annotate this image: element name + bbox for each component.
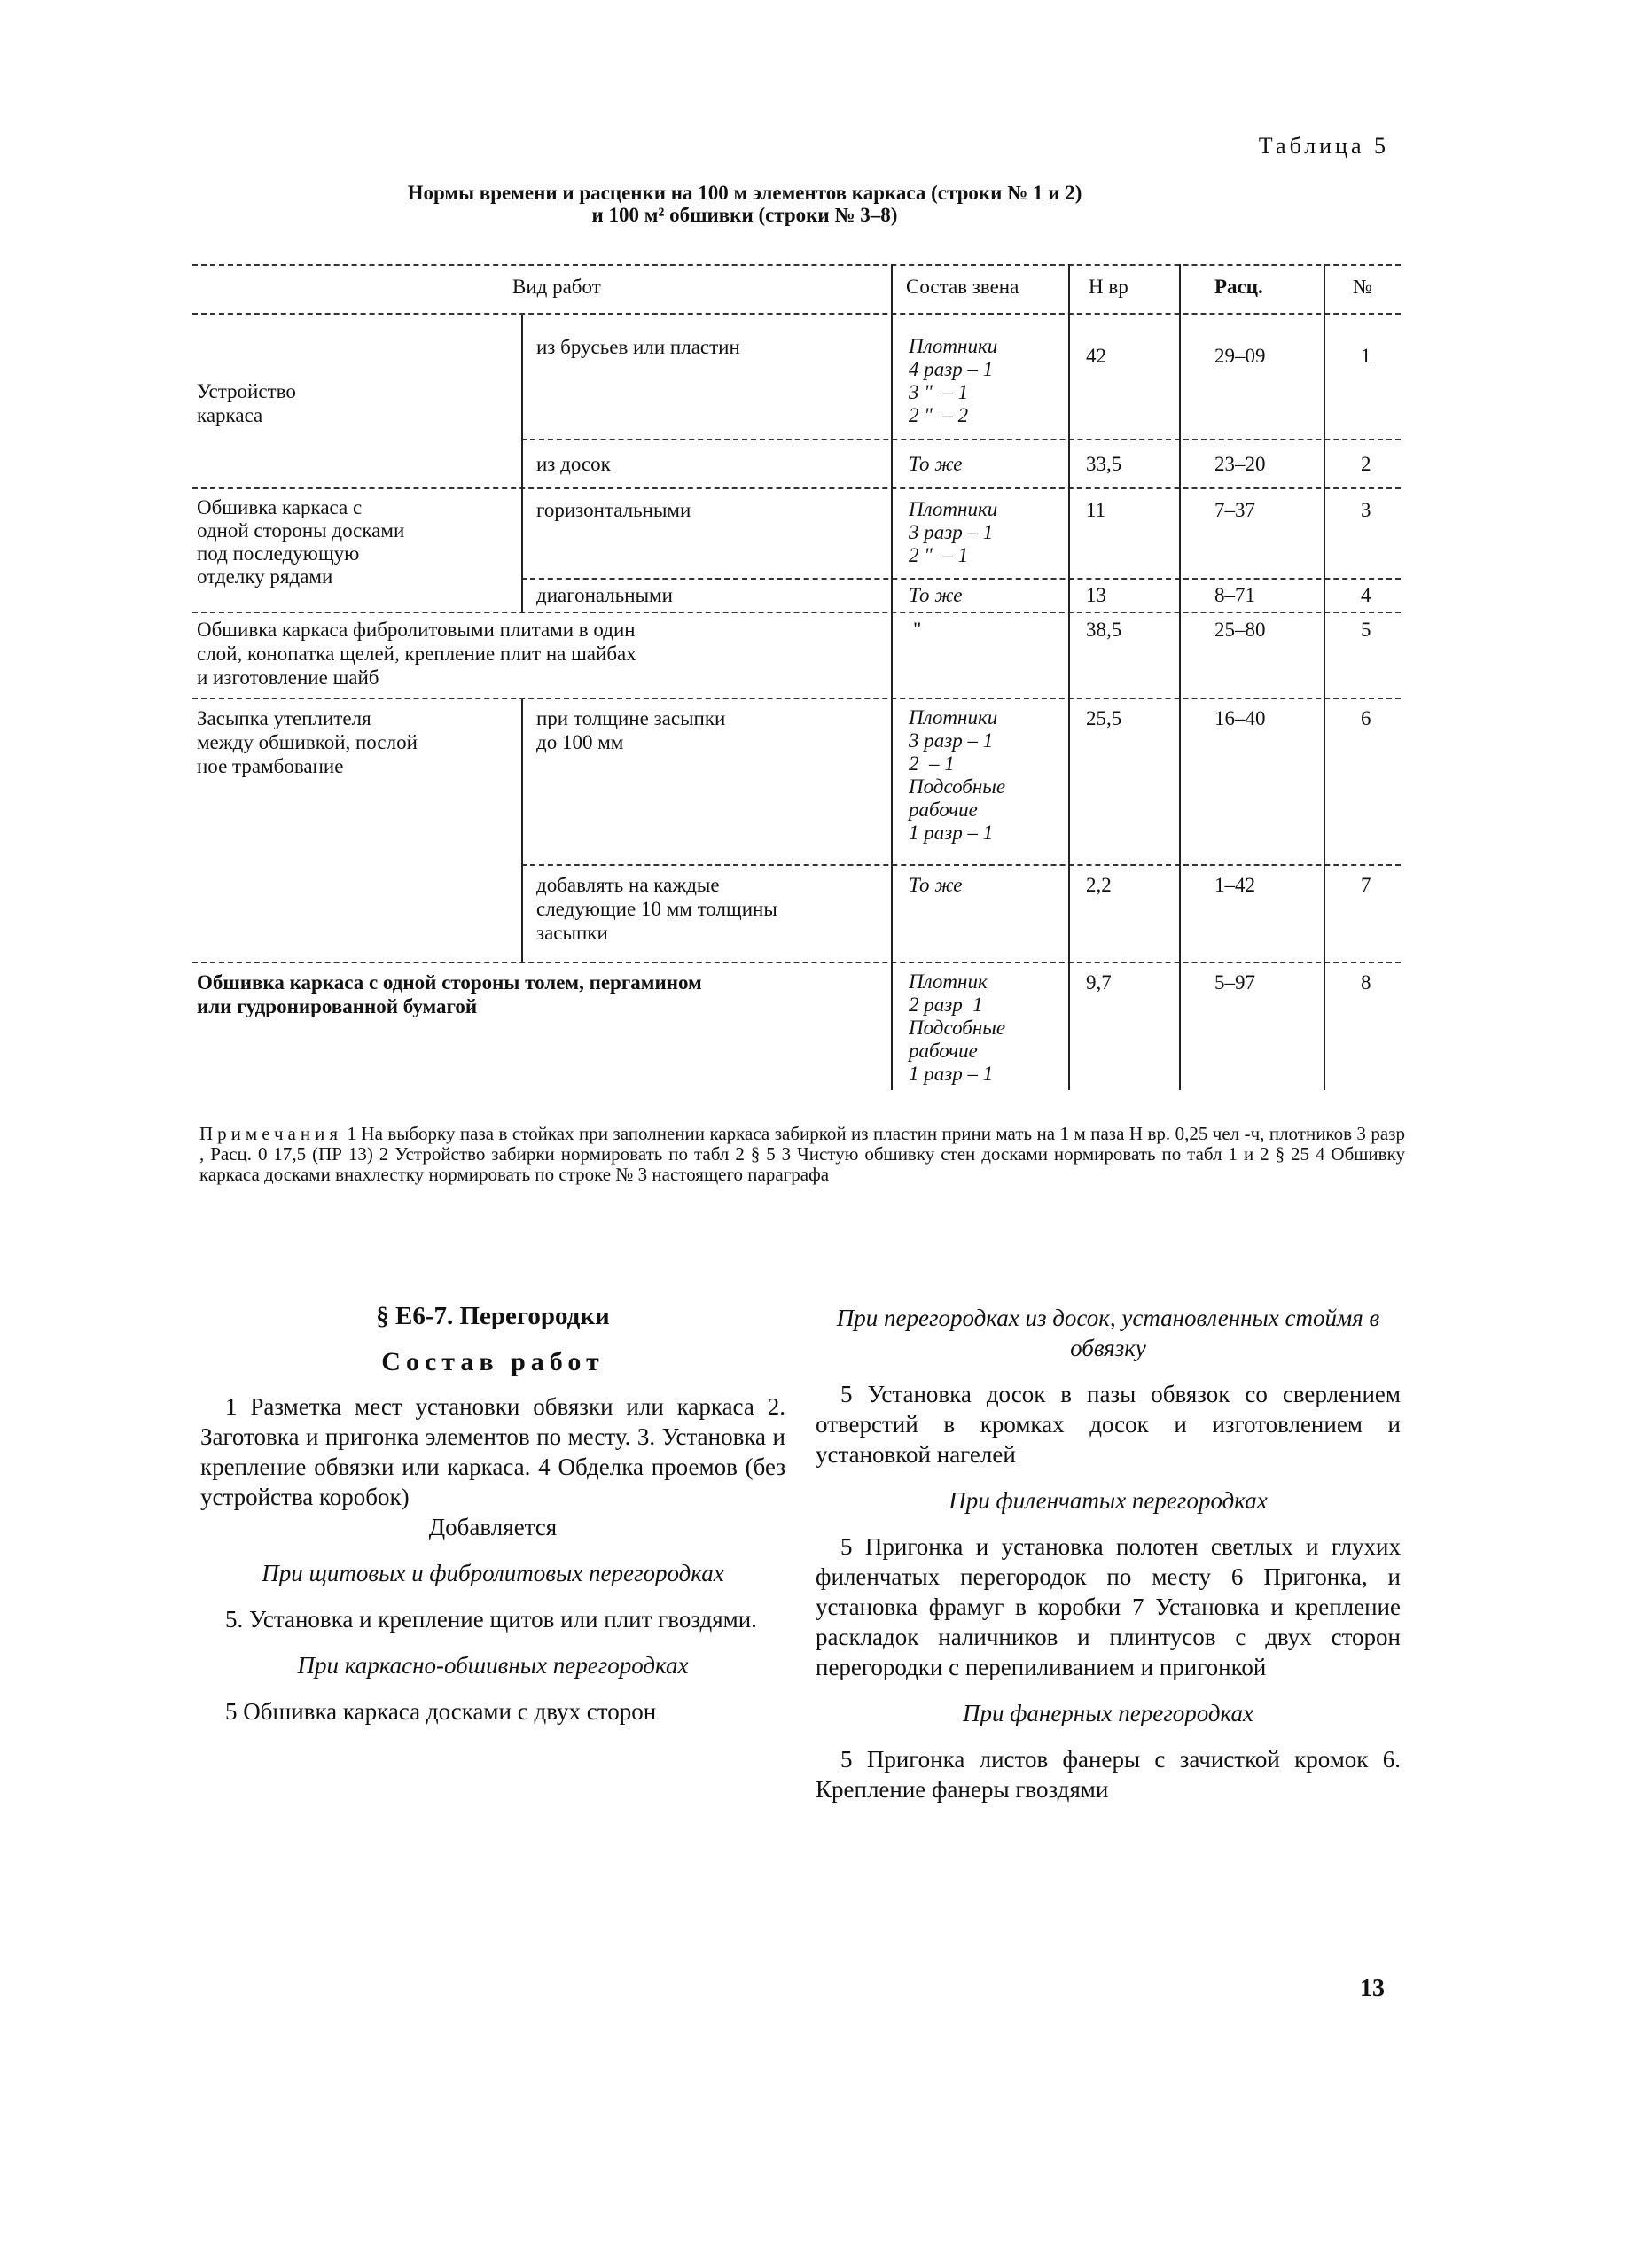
row7-sostav: То же — [909, 874, 963, 896]
notes-text: 1 На выборку паза в стойках при заполнении каркаса забиркой из пластин прини мать на 1 м паза Н вр. 0,25 чел -ч, плотников 3 разр , Расц. 0 17,5 (ПР 13) 2 Устройство забирки нормировать по табл 2 § 5 3 Чистую обшивку стен досками нормировать по табл 1 и 2 § 25 4 Обшивку каркаса досками внахлестку нормировать по строке № 3 настоящего параграфа — [199, 1123, 1405, 1185]
right-column — [816, 1303, 1401, 1804]
row6-sostav: Плотники 3 разр – 1 2 – 1 Подсобные рабочие 1 разр – 1 — [909, 706, 1006, 844]
row6-rasc: 16–40 — [1214, 707, 1266, 729]
row7-nvr: 2,2 — [1086, 874, 1112, 896]
table-notes — [199, 1124, 1405, 1185]
row8-nvr: 9,7 — [1086, 971, 1112, 994]
row5-num: 5 — [1361, 619, 1371, 641]
row4-sub: диагональными — [536, 584, 673, 606]
sub-text-frame: 5 Обшивка каркаса досками с двух сторон — [225, 1698, 657, 1725]
row6-nvr: 25,5 — [1086, 707, 1122, 729]
row-rule — [192, 487, 1401, 489]
sub-heading-plywood: При фанерных перегородках — [963, 1700, 1253, 1726]
sub-text-plywood: 5 Пригонка листов фанеры с зачисткой кромок 6. Крепление фанеры гвоздями — [816, 1746, 1401, 1803]
row-rule — [521, 439, 1401, 440]
sub-text-shield: 5. Установка и крепление щитов или плит гвоздями. — [225, 1606, 757, 1633]
header-num: № — [1353, 276, 1372, 298]
sub-heading-boards: При перегородках из досок, установленных стоймя в обвязку — [836, 1305, 1380, 1361]
row4-nvr: 13 — [1086, 584, 1106, 606]
header-sostav: Состав звена — [906, 276, 1019, 298]
row6-num: 6 — [1361, 707, 1371, 729]
notes-label: Примечания — [199, 1123, 343, 1144]
row8-text: Обшивка каркаса с одной стороны толем, пергамином или гудронированной бумагой — [197, 971, 702, 1017]
table-title-line1: Нормы времени и расценки на 100 м элементов каркаса (строки № 1 и 2) — [407, 182, 1082, 204]
left-column — [200, 1301, 785, 1726]
row3-group: Обшивка каркаса с одной стороны досками под последующую отделку рядами — [197, 496, 405, 588]
row1-group: Устройство каркаса — [197, 380, 296, 426]
table-top-rule — [192, 264, 1401, 266]
row8-sostav: Плотник 2 разр 1 Подсобные рабочие 1 разр – 1 — [909, 970, 1006, 1085]
row4-sostav: То же — [909, 584, 963, 606]
row2-rasc: 23–20 — [1214, 453, 1266, 475]
row5-sostav: " — [913, 619, 922, 641]
row7-num: 7 — [1361, 874, 1371, 896]
row7-rasc: 1–42 — [1214, 874, 1255, 896]
row-rule — [521, 578, 1401, 580]
work-items-main: 1 Разметка мест установки обвязки или каркаса 2. Заготовка и пригонка элементов по месту. 3. Установка и крепление обвязки или каркаса. 4 Обделка проемов (без устройства коробок) — [200, 1393, 785, 1510]
row1-num: 1 — [1361, 345, 1371, 367]
table-title-line2: и 100 м² обшивки (строки № 3–8) — [591, 204, 898, 226]
sostav-rabot-heading: Состав работ — [381, 1347, 605, 1376]
dobavlyaetsya-label: Добавляется — [428, 1514, 558, 1540]
row3-rasc: 7–37 — [1214, 499, 1255, 521]
section-title: § Е6-7. Перегородки — [376, 1302, 610, 1330]
col-rule — [521, 315, 523, 613]
row-rule — [521, 864, 1401, 866]
row5-text: Обшивка каркаса фибролитовыми плитами в один слой, конопатка щелей, крепление плит на шайбах и изготовление шайб — [197, 619, 636, 689]
row4-num: 4 — [1361, 584, 1371, 606]
sub-heading-frame: При каркасно-обшивных перегородках — [297, 1652, 689, 1679]
row2-nvr: 33,5 — [1086, 453, 1122, 475]
row2-num: 2 — [1361, 453, 1371, 475]
sub-heading-shield: При щитовых и фибролитовых перегородках — [262, 1560, 724, 1586]
row6-group: Засыпка утеплителя между обшивкой, послой ное трамбование — [197, 707, 418, 777]
row1-sub: из брусьев или пластин — [536, 336, 740, 358]
row-rule — [192, 962, 1401, 963]
row8-rasc: 5–97 — [1214, 971, 1255, 994]
page-number: 13 — [1360, 1975, 1385, 2002]
row1-sostav: Плотники 4 разр – 1 3 " – 1 2 " – 2 — [909, 335, 998, 426]
row7-sub: добавлять на каждые следующие 10 мм толщины засыпки — [536, 874, 777, 944]
row2-sostav: То же — [909, 453, 963, 475]
row5-nvr: 38,5 — [1086, 619, 1122, 641]
header-vid: Вид работ — [512, 276, 601, 298]
row3-num: 3 — [1361, 499, 1371, 521]
col-rule — [1324, 264, 1325, 1090]
row3-nvr: 11 — [1086, 499, 1106, 521]
row2-sub: из досок — [536, 453, 611, 475]
row4-rasc: 8–71 — [1214, 584, 1255, 606]
col-rule — [891, 264, 893, 1090]
row6-sub: при толщине засыпки до 100 мм — [536, 707, 726, 753]
col-rule — [521, 699, 523, 963]
sub-text-boards: 5 Установка досок в пазы обвязок со сверлением отверстий в кромках досок и изготовлением и установкой нагелей — [816, 1381, 1401, 1468]
sub-text-panel: 5 Пригонка и установка полотен светлых и глухих филенчатых перегородок по месту 6 Пригонка, и установка фрамуг в коробки 7 Установка и крепление раскладок наличников и плинтусов с двух сторон перегородки с перепиливанием и пригонкой — [816, 1533, 1401, 1680]
row-rule — [192, 612, 1401, 613]
row-rule — [192, 698, 1401, 699]
col-rule — [1068, 264, 1070, 1090]
row8-num: 8 — [1361, 971, 1371, 994]
col-rule — [1179, 264, 1181, 1090]
row3-sub: горизонтальными — [536, 499, 691, 521]
row1-rasc: 29–09 — [1214, 345, 1266, 367]
header-rasc: Расц. — [1214, 276, 1263, 298]
row3-sostav: Плотники 3 разр – 1 2 " – 1 — [909, 498, 998, 566]
row5-rasc: 25–80 — [1214, 619, 1266, 641]
header-nvr: Н вр — [1089, 276, 1128, 298]
row1-nvr: 42 — [1086, 345, 1106, 367]
sub-heading-panel: При филенчатых перегородках — [949, 1487, 1268, 1514]
header-bottom-rule — [192, 313, 1401, 315]
table-label: Таблица 5 — [1258, 133, 1389, 159]
